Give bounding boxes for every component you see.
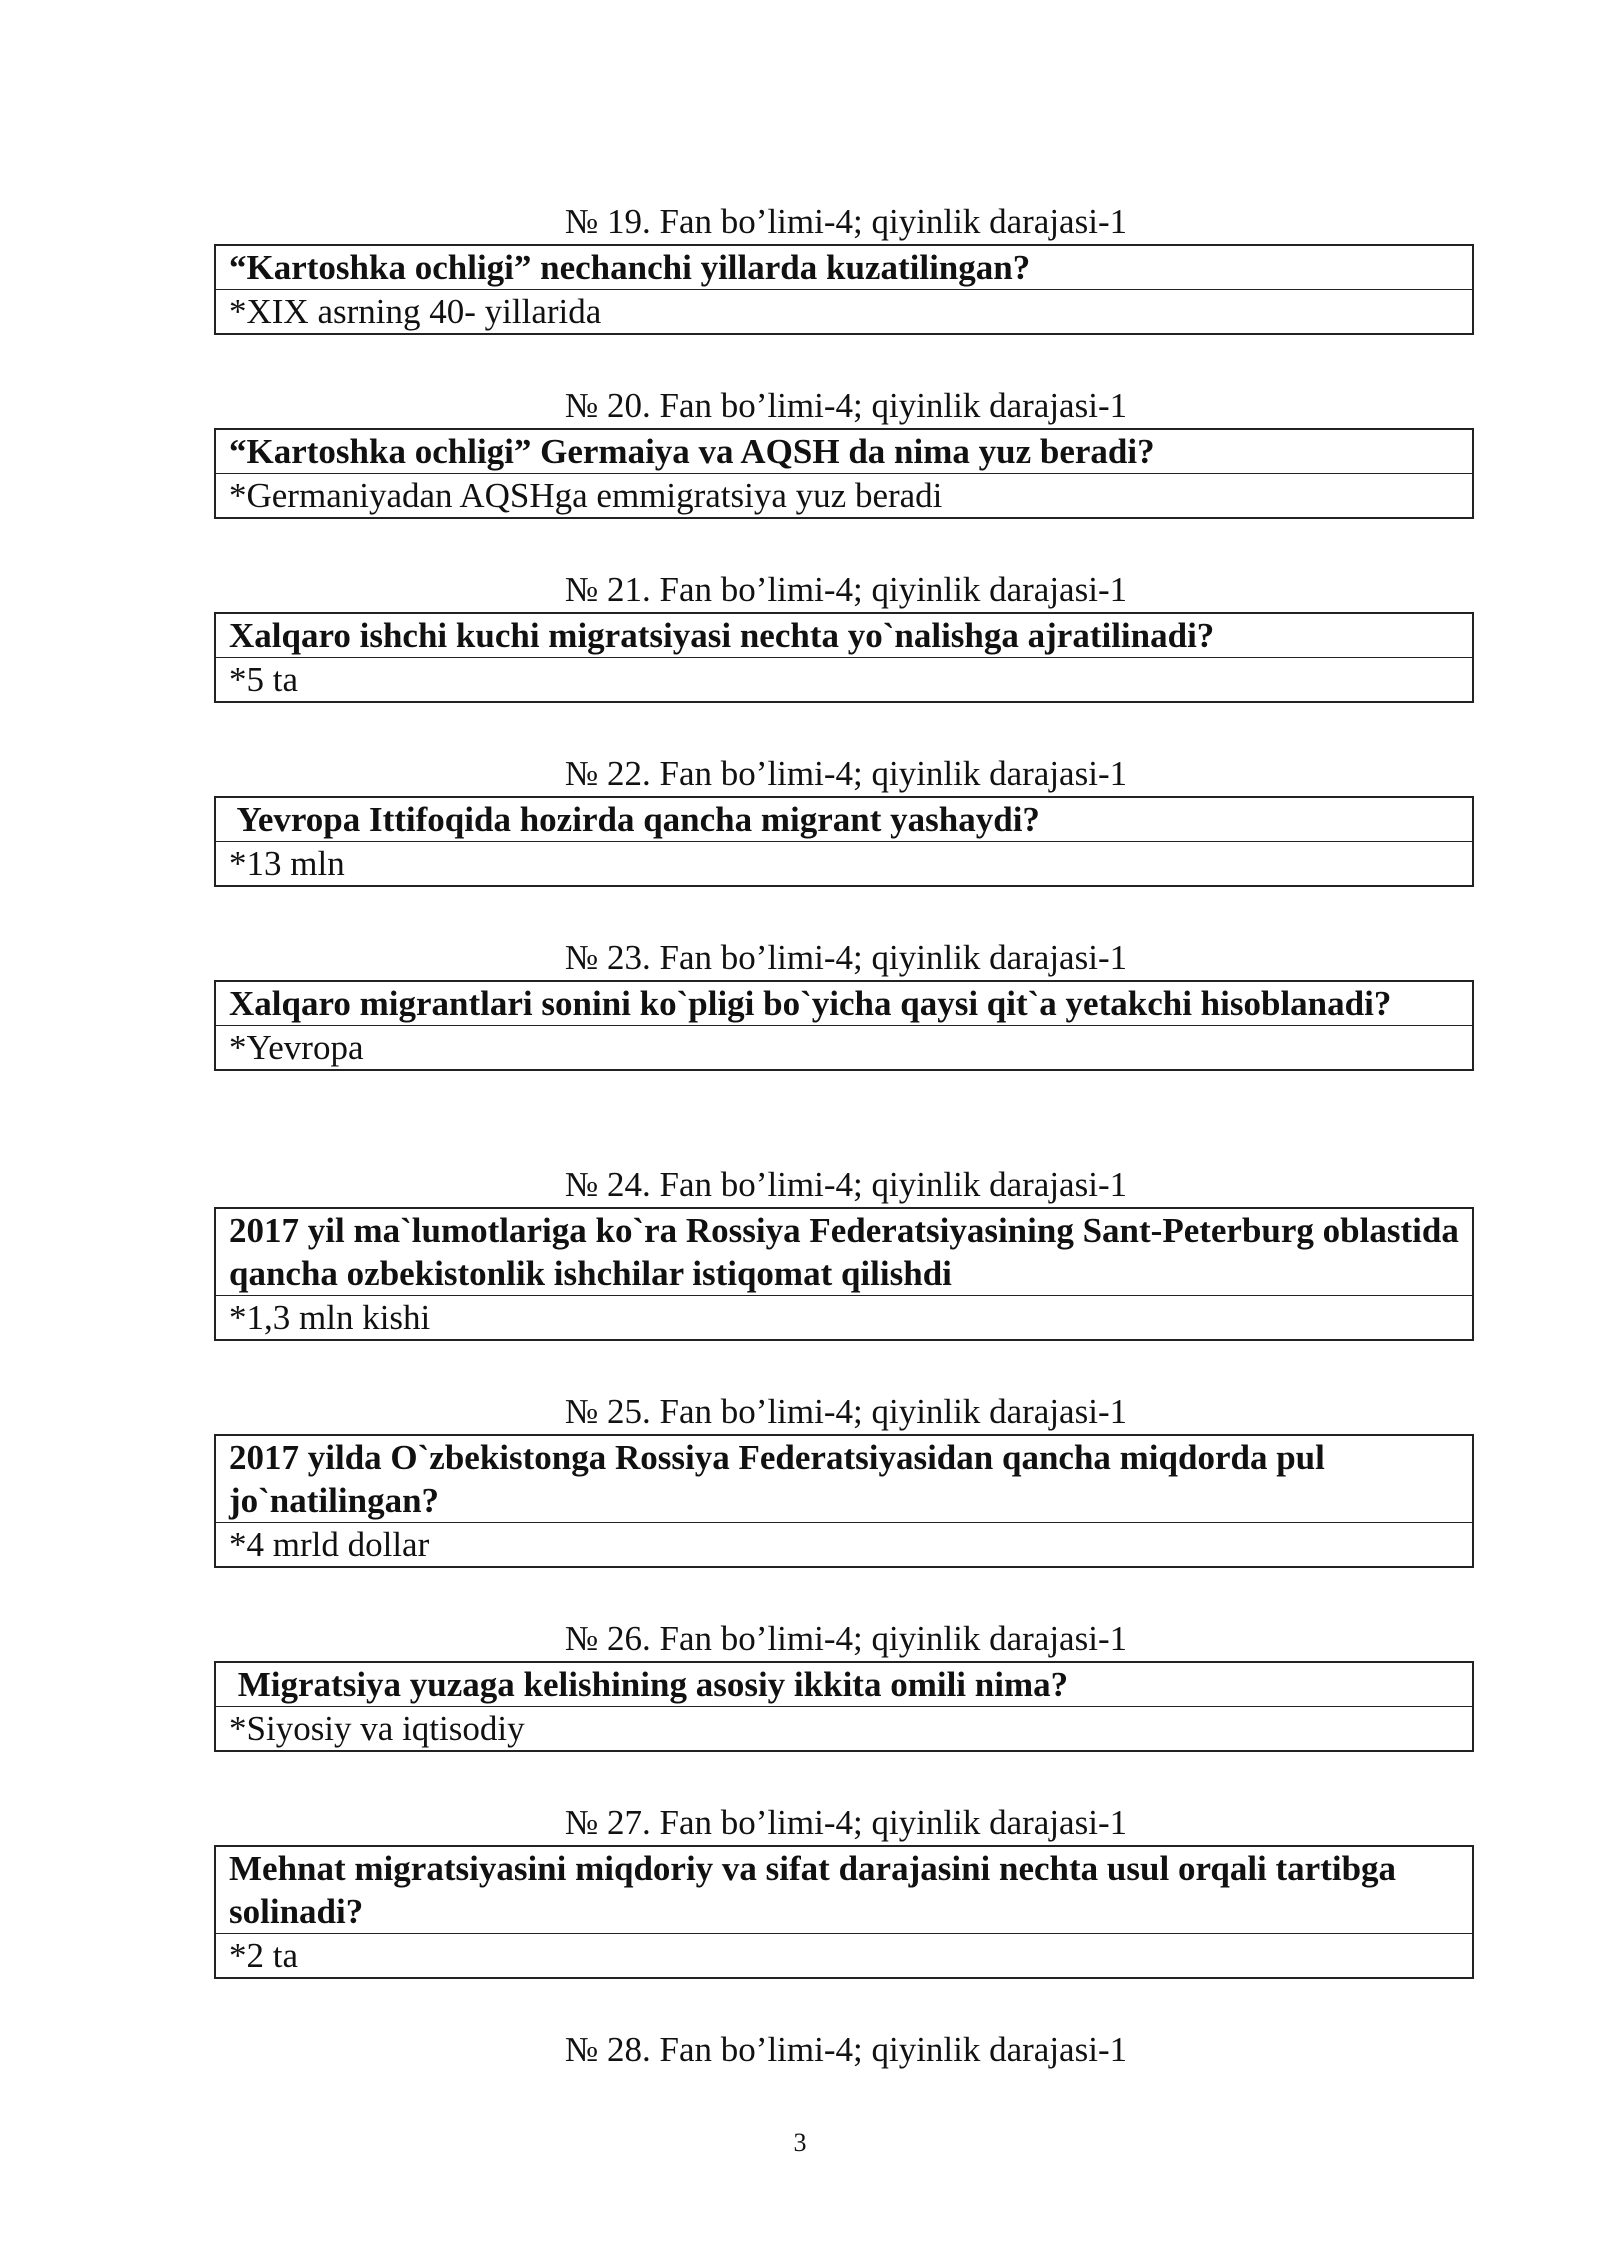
question-table bbox=[214, 1434, 1474, 1568]
answer-text: *Yevropa bbox=[229, 1028, 364, 1067]
question-table bbox=[214, 1661, 1474, 1752]
question-text: “Kartoshka ochligi” nechanchi yillarda kuzatilingan? bbox=[216, 246, 1472, 290]
question-block-26 bbox=[214, 1617, 1474, 1752]
question-table bbox=[214, 796, 1474, 887]
question-header: № 23. Fan bo’limi-4; qiyinlik darajasi-1 bbox=[564, 938, 1128, 977]
answer-text: *2 ta bbox=[229, 1936, 299, 1975]
question-block-23 bbox=[214, 936, 1474, 1071]
answer-text: *4 mrld dollar bbox=[229, 1525, 430, 1564]
answer-text: *13 mln bbox=[229, 844, 345, 883]
question-text: Migratsiya yuzaga kelishining asosiy ikkita omili nima? bbox=[216, 1663, 1472, 1707]
answer-text: *5 ta bbox=[229, 660, 299, 699]
question-table bbox=[214, 1207, 1474, 1341]
question-header: № 21. Fan bo’limi-4; qiyinlik darajasi-1 bbox=[564, 570, 1128, 609]
answer-text: *XIX asrning 40- yillarida bbox=[229, 292, 602, 331]
question-block-24 bbox=[214, 1163, 1474, 1341]
question-header: № 26. Fan bo’limi-4; qiyinlik darajasi-1 bbox=[564, 1619, 1128, 1658]
question-text: Xalqaro migrantlari sonini ko`pligi bo`yicha qaysi qit`a yetakchi hisoblanadi? bbox=[216, 982, 1472, 1026]
question-table bbox=[214, 1845, 1474, 1979]
answer-text: *1,3 mln kishi bbox=[229, 1298, 431, 1337]
question-text: Xalqaro ishchi kuchi migratsiyasi nechta yo`nalishga ajratilinadi? bbox=[216, 614, 1472, 658]
question-text: 2017 yilda O`zbekistonga Rossiya Federatsiyasidan qancha miqdorda pul jo`natilingan? bbox=[216, 1436, 1472, 1523]
question-block-21 bbox=[214, 568, 1474, 703]
page-number: 3 bbox=[793, 2128, 807, 2157]
question-block-27 bbox=[214, 1801, 1474, 1979]
question-header: № 27. Fan bo’limi-4; qiyinlik darajasi-1 bbox=[564, 1803, 1128, 1842]
question-table bbox=[214, 428, 1474, 519]
question-header: № 19. Fan bo’limi-4; qiyinlik darajasi-1 bbox=[564, 202, 1128, 241]
question-text: Yevropa Ittifoqida hozirda qancha migrant yashaydi? bbox=[216, 798, 1472, 842]
question-text: “Kartoshka ochligi” Germaiya va AQSH da nima yuz beradi? bbox=[216, 430, 1472, 474]
question-block-19 bbox=[214, 200, 1474, 335]
question-block-20 bbox=[214, 384, 1474, 519]
question-text: 2017 yil ma`lumotlariga ko`ra Rossiya Federatsiyasining Sant-Peterburg oblastida qancha ozbekistonlik ishchilar istiqomat qilishdi bbox=[216, 1209, 1472, 1296]
question-block-22 bbox=[214, 752, 1474, 887]
question-text: Mehnat migratsiyasini miqdoriy va sifat darajasini nechta usul orqali tartibga solinadi? bbox=[216, 1847, 1472, 1934]
answer-text: *Siyosiy va iqtisodiy bbox=[229, 1709, 525, 1748]
question-table bbox=[214, 244, 1474, 335]
question-block-28 bbox=[214, 2028, 1474, 2072]
question-header: № 20. Fan bo’limi-4; qiyinlik darajasi-1 bbox=[564, 386, 1128, 425]
question-header: № 22. Fan bo’limi-4; qiyinlik darajasi-1 bbox=[564, 754, 1128, 793]
question-table bbox=[214, 612, 1474, 703]
answer-text: *Germaniyadan AQSHga emmigratsiya yuz beradi bbox=[229, 476, 943, 515]
question-table bbox=[214, 980, 1474, 1071]
question-header: № 25. Fan bo’limi-4; qiyinlik darajasi-1 bbox=[564, 1392, 1128, 1431]
question-block-25 bbox=[214, 1390, 1474, 1568]
question-header: № 28. Fan bo’limi-4; qiyinlik darajasi-1 bbox=[564, 2030, 1128, 2069]
question-header: № 24. Fan bo’limi-4; qiyinlik darajasi-1 bbox=[564, 1165, 1128, 1204]
